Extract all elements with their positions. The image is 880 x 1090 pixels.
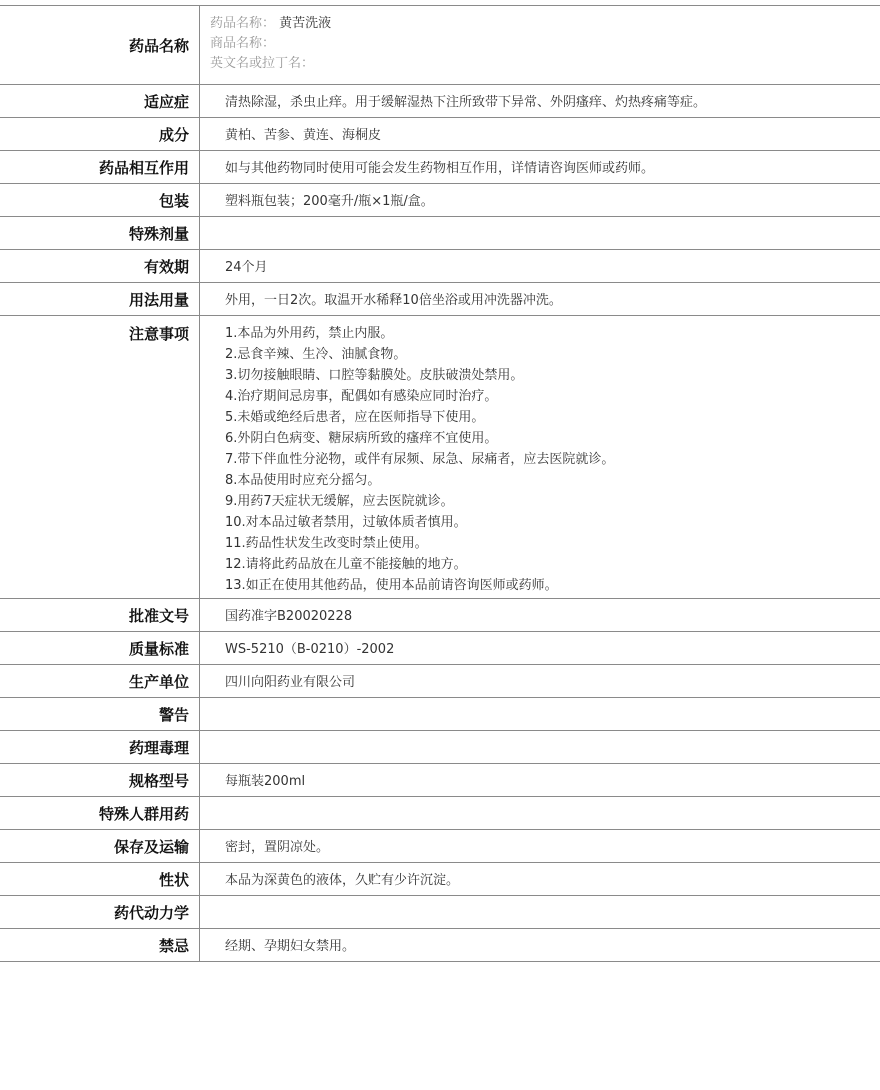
drug-name-block [200,6,880,84]
value-warning [200,698,880,730]
note-line: 4.治疗期间忌房事，配偶如有感染应同时治疗。 [225,389,498,404]
value-ingredients: 黄柏、苦参、黄连、海桐皮 [225,128,382,143]
english-name-prefix: 英文名或拉丁名： [210,56,315,71]
label-pharmacokinetics: 药代动力学 [0,896,200,928]
label-ingredients: 成分 [0,118,200,150]
value-usage: 外用，一日2次。取温开水稀释10倍坐浴或用冲洗器冲洗。 [225,293,562,308]
label-usage: 用法用量 [0,283,200,315]
row-special-dose [0,216,880,249]
note-line: 3.切勿接触眼睛、口腔等黏膜处。皮肤破溃处禁用。 [225,368,524,383]
row-spec [0,763,880,796]
note-line: 13.如正在使用其他药品，使用本品前请咨询医师或药师。 [225,578,558,593]
value-storage: 密封，置阴凉处。 [225,840,330,855]
note-line: 10.对本品过敏者禁用，过敏体质者慎用。 [225,515,467,530]
trade-name-prefix: 商品名称： [210,36,276,51]
value-pharmacokinetics [200,896,880,928]
label-standard: 质量标准 [0,632,200,664]
note-line: 2.忌食辛辣、生冷、油腻食物。 [225,347,407,362]
value-special-dose [200,217,880,249]
row-toxicology [0,730,880,763]
row-approval [0,598,880,631]
note-line: 11.药品性状发生改变时禁止使用。 [225,536,428,551]
label-approval: 批准文号 [0,599,200,631]
generic-name-line [210,14,880,34]
label-interaction: 药品相互作用 [0,151,200,183]
drug-info-table [0,5,880,962]
row-usage [0,282,880,315]
value-special-groups [200,797,880,829]
note-line: 7.带下伴血性分泌物，或伴有尿频、尿急、尿痛者，应去医院就诊。 [225,452,615,467]
row-notes [0,315,880,598]
row-interaction [0,150,880,183]
label-contraindication: 禁忌 [0,929,200,961]
row-pharmacokinetics [0,895,880,928]
value-interaction: 如与其他药物同时使用可能会发生药物相互作用，详情请咨询医师或药师。 [225,161,655,176]
note-line: 1.本品为外用药，禁止内服。 [225,326,394,341]
label-indication: 适应症 [0,85,200,117]
value-package: 塑料瓶包装；200毫升/瓶×1瓶/盒。 [225,194,434,209]
label-special-dose: 特殊剂量 [0,217,200,249]
row-drug-name [0,5,880,84]
note-line: 9.用药7天症状无缓解，应去医院就诊。 [225,494,454,509]
row-appearance [0,862,880,895]
value-approval: 国药准字B20020228 [225,609,353,624]
row-indication [0,84,880,117]
label-spec: 规格型号 [0,764,200,796]
label-appearance: 性状 [0,863,200,895]
label-notes: 注意事项 [0,316,200,598]
value-contraindication: 经期、孕期妇女禁用。 [225,939,356,954]
label-package: 包装 [0,184,200,216]
label-manufacturer: 生产单位 [0,665,200,697]
label-warning: 警告 [0,698,200,730]
row-standard [0,631,880,664]
row-special-groups [0,796,880,829]
value-validity: 24个月 [225,260,268,275]
row-package [0,183,880,216]
label-special-groups: 特殊人群用药 [0,797,200,829]
row-manufacturer [0,664,880,697]
row-ingredients [0,117,880,150]
row-contraindication [0,928,880,962]
value-indication: 清热除湿，杀虫止痒。用于缓解湿热下注所致带下异常、外阴瘙痒、灼热疼痛等症。 [225,95,707,110]
value-manufacturer: 四川向阳药业有限公司 [225,675,356,690]
row-warning [0,697,880,730]
value-notes [200,316,880,598]
generic-name-prefix: 药品名称： [210,16,276,31]
generic-name-value: 黄苦洗液 [279,16,332,31]
note-line: 5.未婚或绝经后患者，应在医师指导下使用。 [225,410,485,425]
note-line: 8.本品使用时应充分摇匀。 [225,473,381,488]
value-standard: WS-5210（B-0210）-2002 [225,642,395,657]
note-line: 12.请将此药品放在儿童不能接触的地方。 [225,557,467,572]
label-toxicology: 药理毒理 [0,731,200,763]
row-validity [0,249,880,282]
value-appearance: 本品为深黄色的液体，久贮有少许沉淀。 [225,873,460,888]
note-line: 6.外阴白色病变、糖尿病所致的瘙痒不宜使用。 [225,431,498,446]
row-storage [0,829,880,862]
label-drug-name: 药品名称 [0,6,200,84]
label-storage: 保存及运输 [0,830,200,862]
value-toxicology [200,731,880,763]
value-spec: 每瓶装200ml [225,774,306,789]
label-validity: 有效期 [0,250,200,282]
